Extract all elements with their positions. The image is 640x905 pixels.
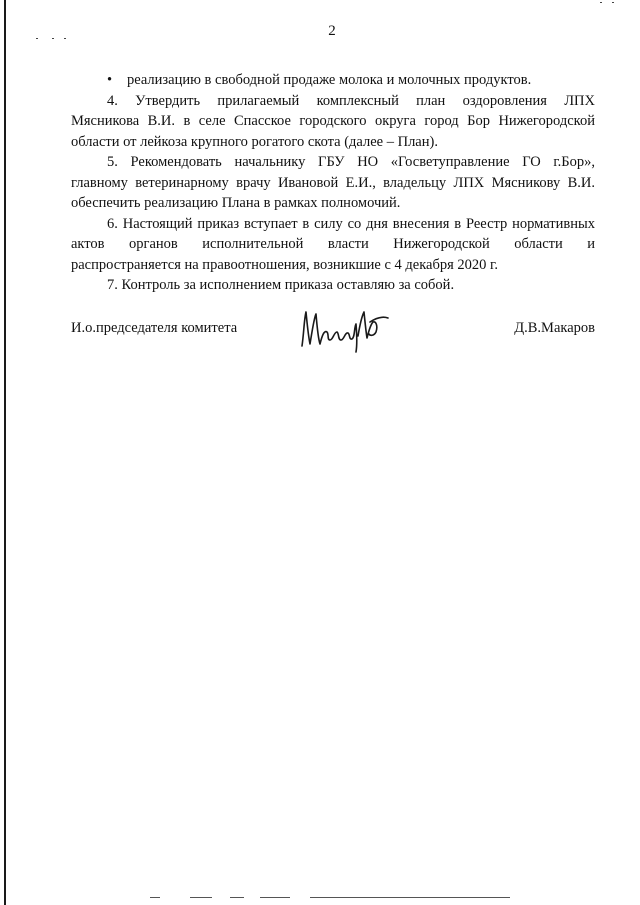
signature-block bbox=[71, 312, 595, 352]
paragraph-line: обеспечить реализацию Плана в рамках полномочий. bbox=[71, 195, 401, 211]
paragraph-line: актов органов исполнительной власти Нижегородской области и bbox=[71, 236, 595, 252]
scan-edge-line bbox=[4, 0, 6, 905]
bullet-item bbox=[71, 70, 595, 91]
page-number: 2 bbox=[328, 23, 336, 39]
paragraph-6 bbox=[71, 214, 595, 276]
paragraph-line: распространяется на правоотношения, возникшие с 4 декабря 2020 г. bbox=[71, 256, 498, 273]
paragraph-line: главному ветеринарному врачу Ивановой Е.И., владельцу ЛПХ Мясникову В.И. bbox=[71, 174, 595, 191]
bullet-text: реализацию в свободной продаже молока и молочных продуктов. bbox=[127, 72, 532, 88]
paragraph-line: Мясникова В.И. в селе Спасское городского округа город Бор Нижегородской bbox=[71, 113, 595, 129]
bullet-marker: • bbox=[107, 72, 113, 88]
signatory-name: Д.В.Макаров bbox=[514, 320, 595, 336]
document-body bbox=[71, 70, 595, 296]
paragraph-7 bbox=[71, 275, 595, 296]
signatory-title: И.о.председателя комитета bbox=[71, 320, 238, 336]
paragraph-line: области от лейкоза крупного рогатого скота (далее – План). bbox=[71, 133, 438, 150]
paragraph-line: 7. Контроль за исполнением приказа оставляю за собой. bbox=[107, 277, 455, 293]
paragraph-line: 4. Утвердить прилагаемый комплексный план оздоровления ЛПХ bbox=[107, 92, 595, 109]
paragraph-5 bbox=[71, 152, 595, 214]
paragraph-line: 5. Рекомендовать начальнику ГБУ НО «Госветуправление ГО г.Бор», bbox=[107, 154, 595, 170]
handwritten-signature bbox=[296, 306, 392, 354]
scan-bottom-marks bbox=[150, 897, 550, 899]
paragraph-4 bbox=[71, 91, 595, 153]
paragraph-line: 6. Настоящий приказ вступает в силу со дня внесения в Реестр нормативных bbox=[107, 215, 595, 232]
